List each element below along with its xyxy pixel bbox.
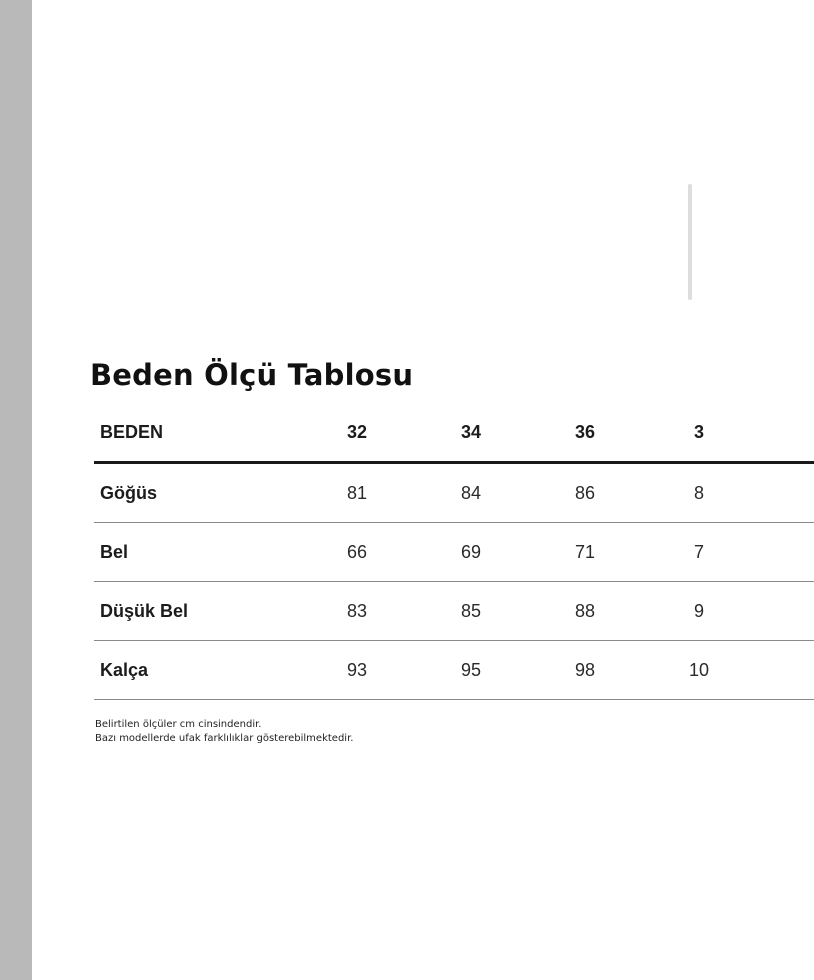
header-size: 34: [460, 422, 482, 442]
row-label: Göğüs: [100, 482, 157, 503]
size-chart-table: [94, 404, 710, 704]
table-cell: 83: [346, 600, 368, 621]
row-label: Bel: [100, 541, 129, 562]
header-size: 3: [693, 422, 704, 442]
page-title: Beden Ölçü Tablosu: [90, 358, 414, 392]
table-cell: 69: [460, 541, 482, 562]
table-row-dusuk-bel: [94, 582, 814, 641]
table-cell: 88: [574, 600, 596, 621]
left-margin-bar: [0, 0, 32, 980]
table-row-kalca: [94, 641, 814, 700]
table-row-bel: [94, 523, 814, 582]
table-cell: 71: [574, 541, 596, 562]
table-cell: 66: [346, 541, 368, 562]
footnotes: [95, 718, 353, 746]
header-size: 32: [346, 422, 368, 442]
table-row-gogus: [94, 464, 814, 523]
table-cell: 93: [346, 659, 368, 680]
header-label: BEDEN: [100, 422, 164, 442]
table-cell: 8: [693, 482, 704, 503]
table-cell: 84: [460, 482, 482, 503]
table-cell: 85: [460, 600, 482, 621]
table-header-row: [94, 404, 814, 464]
table-cell: 10: [688, 659, 710, 680]
row-label: Düşük Bel: [100, 600, 189, 621]
footnote-units: Belirtilen ölçüler cm cinsindendir.: [95, 719, 262, 730]
footnote-variance: Bazı modellerde ufak farklılıklar gösterebilmektedir.: [95, 733, 354, 744]
table-cell: 95: [460, 659, 482, 680]
table-cell: 7: [693, 541, 704, 562]
row-label: Kalça: [100, 659, 149, 680]
table-cell: 81: [346, 482, 368, 503]
table-cell: 9: [693, 600, 704, 621]
header-size: 36: [574, 422, 596, 442]
table-cell: 86: [574, 482, 596, 503]
scroll-indicator[interactable]: [688, 184, 692, 300]
table-cell: 98: [574, 659, 596, 680]
